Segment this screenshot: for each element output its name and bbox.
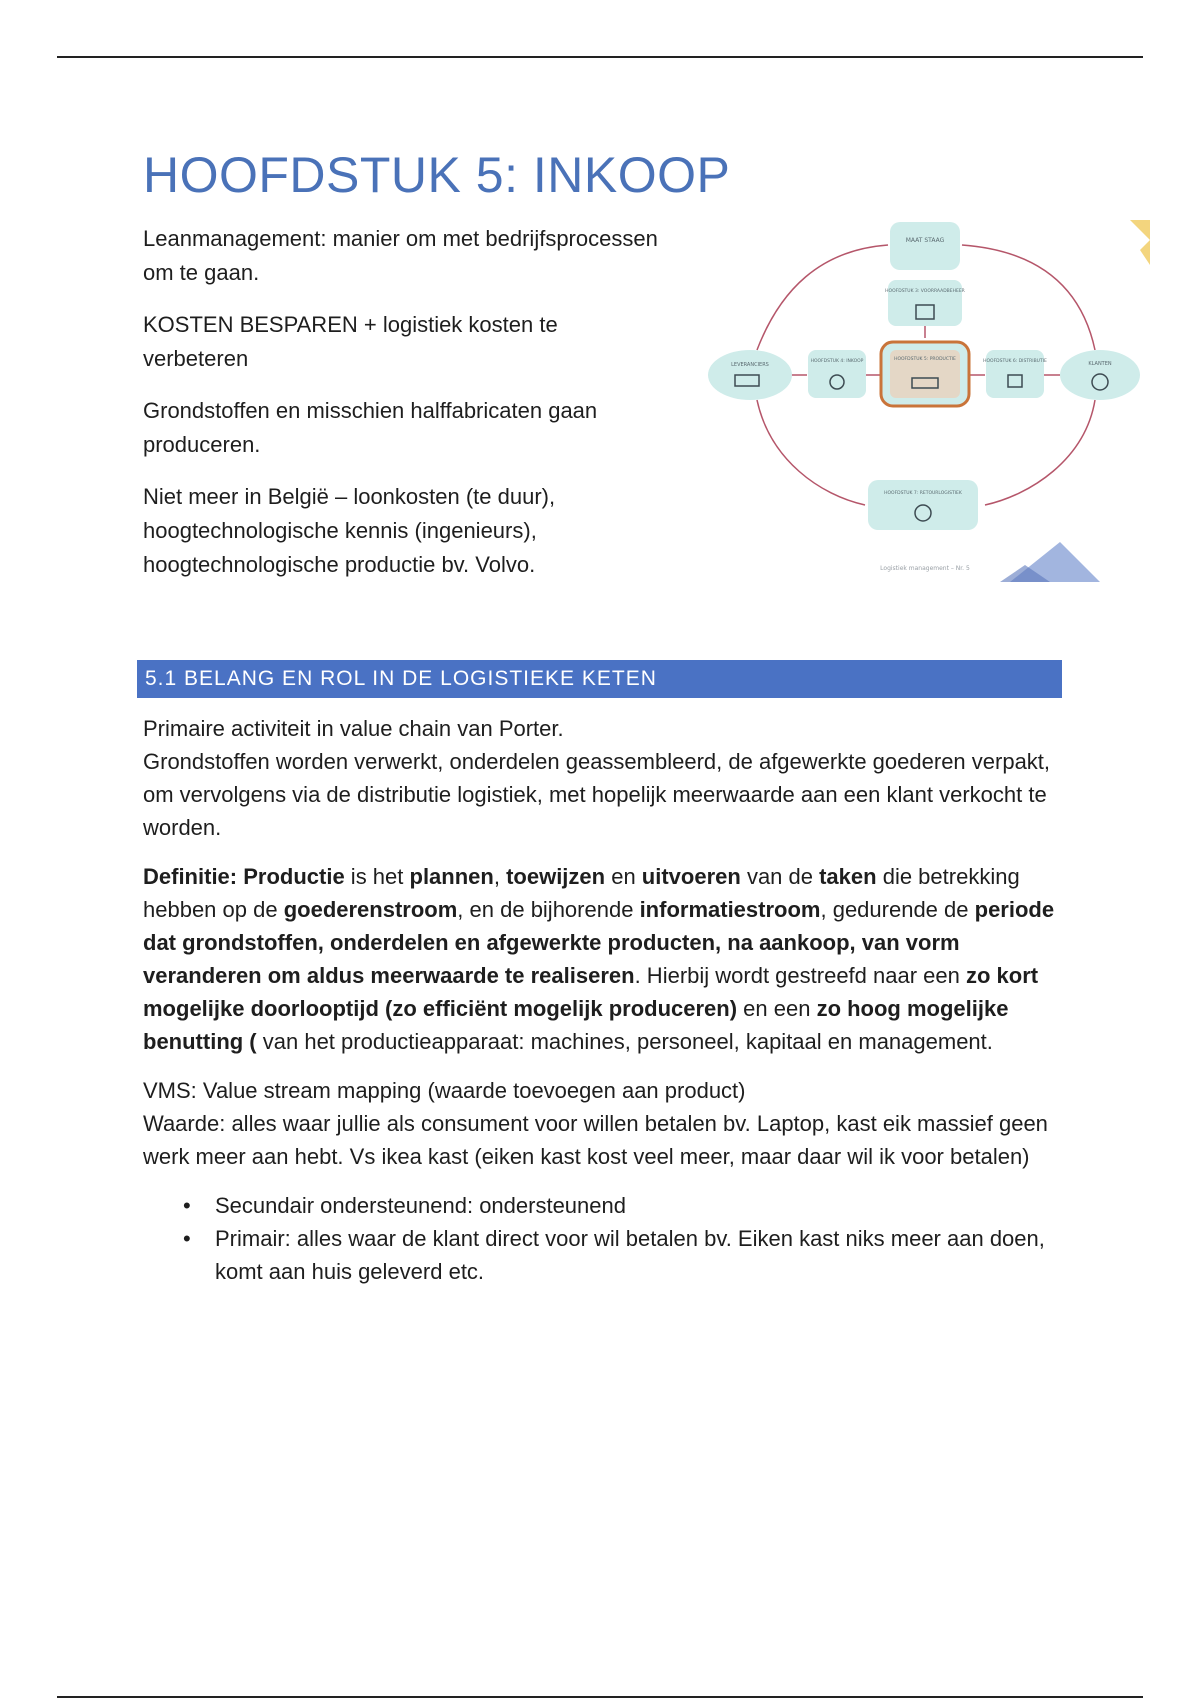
text-run: van de — [740, 864, 820, 889]
corner-decoration — [1130, 220, 1150, 240]
node-label: KLANTEN — [1088, 361, 1112, 367]
bold-text: plannen — [409, 864, 494, 889]
bold-text: zo hoog mogelijke benutting ( — [143, 996, 1009, 1054]
text-line: VMS: Value stream mapping (waarde toevoegen aan product) — [143, 1078, 746, 1103]
text-run: die betrekking hebben op de — [143, 864, 1020, 922]
list-item — [183, 1222, 1063, 1288]
text-run: en een — [737, 996, 817, 1021]
text-run: , — [493, 864, 507, 889]
paragraph-value-chain — [143, 712, 1063, 844]
paragraph-definition — [143, 860, 1063, 1058]
text-line: Grondstoffen worden verwerkt, onderdelen geassembleerd, de afgewerkte goederen verpakt, om vervolgens via de distributie logistiek, met hopelijk meerwaarde aan een klant verkocht te worden. — [143, 749, 1051, 840]
section-body — [143, 712, 1063, 1288]
text-run: . Hierbij wordt gestreefd naar een — [634, 963, 966, 988]
text-run: van het productieapparaat: machines, personeel, kapitaal en management. — [256, 1029, 993, 1054]
bold-text: zo kort mogelijke doorlooptijd (zo efficiënt mogelijk produceren) — [143, 963, 1039, 1021]
flow-arrow — [757, 400, 865, 505]
node-top — [890, 222, 960, 270]
text-run: is het — [344, 864, 410, 889]
bullet-list — [143, 1189, 1063, 1288]
node-label: HOOFDSTUK 3: VOORRAADBEHEER — [885, 289, 965, 294]
node-label: LEVERANCIERS — [731, 362, 769, 368]
node-label: HOOFDSTUK 7: RETOURLOGISTIEK — [884, 491, 962, 496]
diagram-caption: Logistiek management – Nr. 5 — [880, 565, 970, 572]
intro-text — [143, 222, 663, 600]
flow-arrow — [757, 245, 888, 350]
bullet-icon: • — [183, 1193, 191, 1218]
intro-paragraph: Niet meer in België – loonkosten (te duur), hoogtechnologische kennis (ingenieurs), hoogtechnologische productie bv. Volvo. — [143, 484, 556, 577]
list-item-text: Secundair ondersteunend: ondersteunend — [215, 1193, 626, 1218]
node-label: MAAT STAAG — [905, 237, 945, 244]
bold-text: taken — [819, 864, 877, 889]
list-item-text: Primair: alles waar de klant direct voor wil betalen bv. Eiken kast niks meer aan doen, komt aan huis geleverd etc. — [215, 1226, 1045, 1284]
corner-decoration — [1140, 240, 1150, 265]
header-rule — [57, 56, 1143, 58]
bold-text: goederenstroom — [283, 897, 458, 922]
bullet-icon: • — [183, 1226, 191, 1251]
node-bottom — [868, 480, 978, 530]
logistics-chain-diagram — [700, 210, 1150, 585]
page-title: HOOFDSTUK 5: INKOOP — [143, 147, 731, 203]
bold-text: toewijzen — [506, 864, 606, 889]
node-label: HOOFDSTUK 5: PRODUCTIE — [894, 357, 956, 362]
node-distributie — [983, 350, 1047, 398]
node-label: HOOFDSTUK 4: INKOOP — [810, 359, 864, 364]
node-left — [708, 350, 792, 400]
bold-text: periode dat grondstoffen, onderdelen en afgewerkte producten, na aankoop, van vorm veranderen om aldus meerwaarde te realiseren — [143, 897, 1055, 988]
intro-paragraph: KOSTEN BESPAREN + logistiek kosten te verbeteren — [143, 312, 558, 371]
text-line: Waarde: alles waar jullie als consument voor willen betalen bv. Laptop, kast eik massief geen werk meer aan hebt. Vs ikea kast (eiken kast kost veel meer, maar daar wil ik voor betalen) — [143, 1111, 1048, 1169]
text-line: Primaire activiteit in value chain van Porter. — [143, 716, 564, 741]
text-run: , gedurende de — [820, 897, 975, 922]
node-label: HOOFDSTUK 6: DISTRIBUTIE — [983, 359, 1047, 364]
bold-text: informatiestroom — [639, 897, 821, 922]
footer-rule — [57, 1696, 1143, 1698]
bold-text: uitvoeren — [641, 864, 741, 889]
text-run: en — [605, 864, 642, 889]
node-productie — [881, 342, 969, 406]
node-right — [1060, 350, 1140, 400]
bold-text: Definitie: Productie — [143, 864, 345, 889]
node-inkoop — [808, 350, 866, 398]
paragraph-vms — [143, 1074, 1063, 1173]
flow-arrow — [985, 400, 1095, 505]
list-item — [183, 1189, 1063, 1222]
text-run: , en de bijhorende — [457, 897, 640, 922]
intro-paragraph: Grondstoffen en misschien halffabricaten gaan produceren. — [143, 398, 598, 457]
flow-arrow — [962, 245, 1095, 350]
node-upper — [885, 280, 965, 326]
section-heading: 5.1 BELANG EN ROL IN DE LOGISTIEKE KETEN — [137, 660, 1062, 698]
intro-paragraph: Leanmanagement: manier om met bedrijfsprocessen om te gaan. — [143, 226, 658, 285]
